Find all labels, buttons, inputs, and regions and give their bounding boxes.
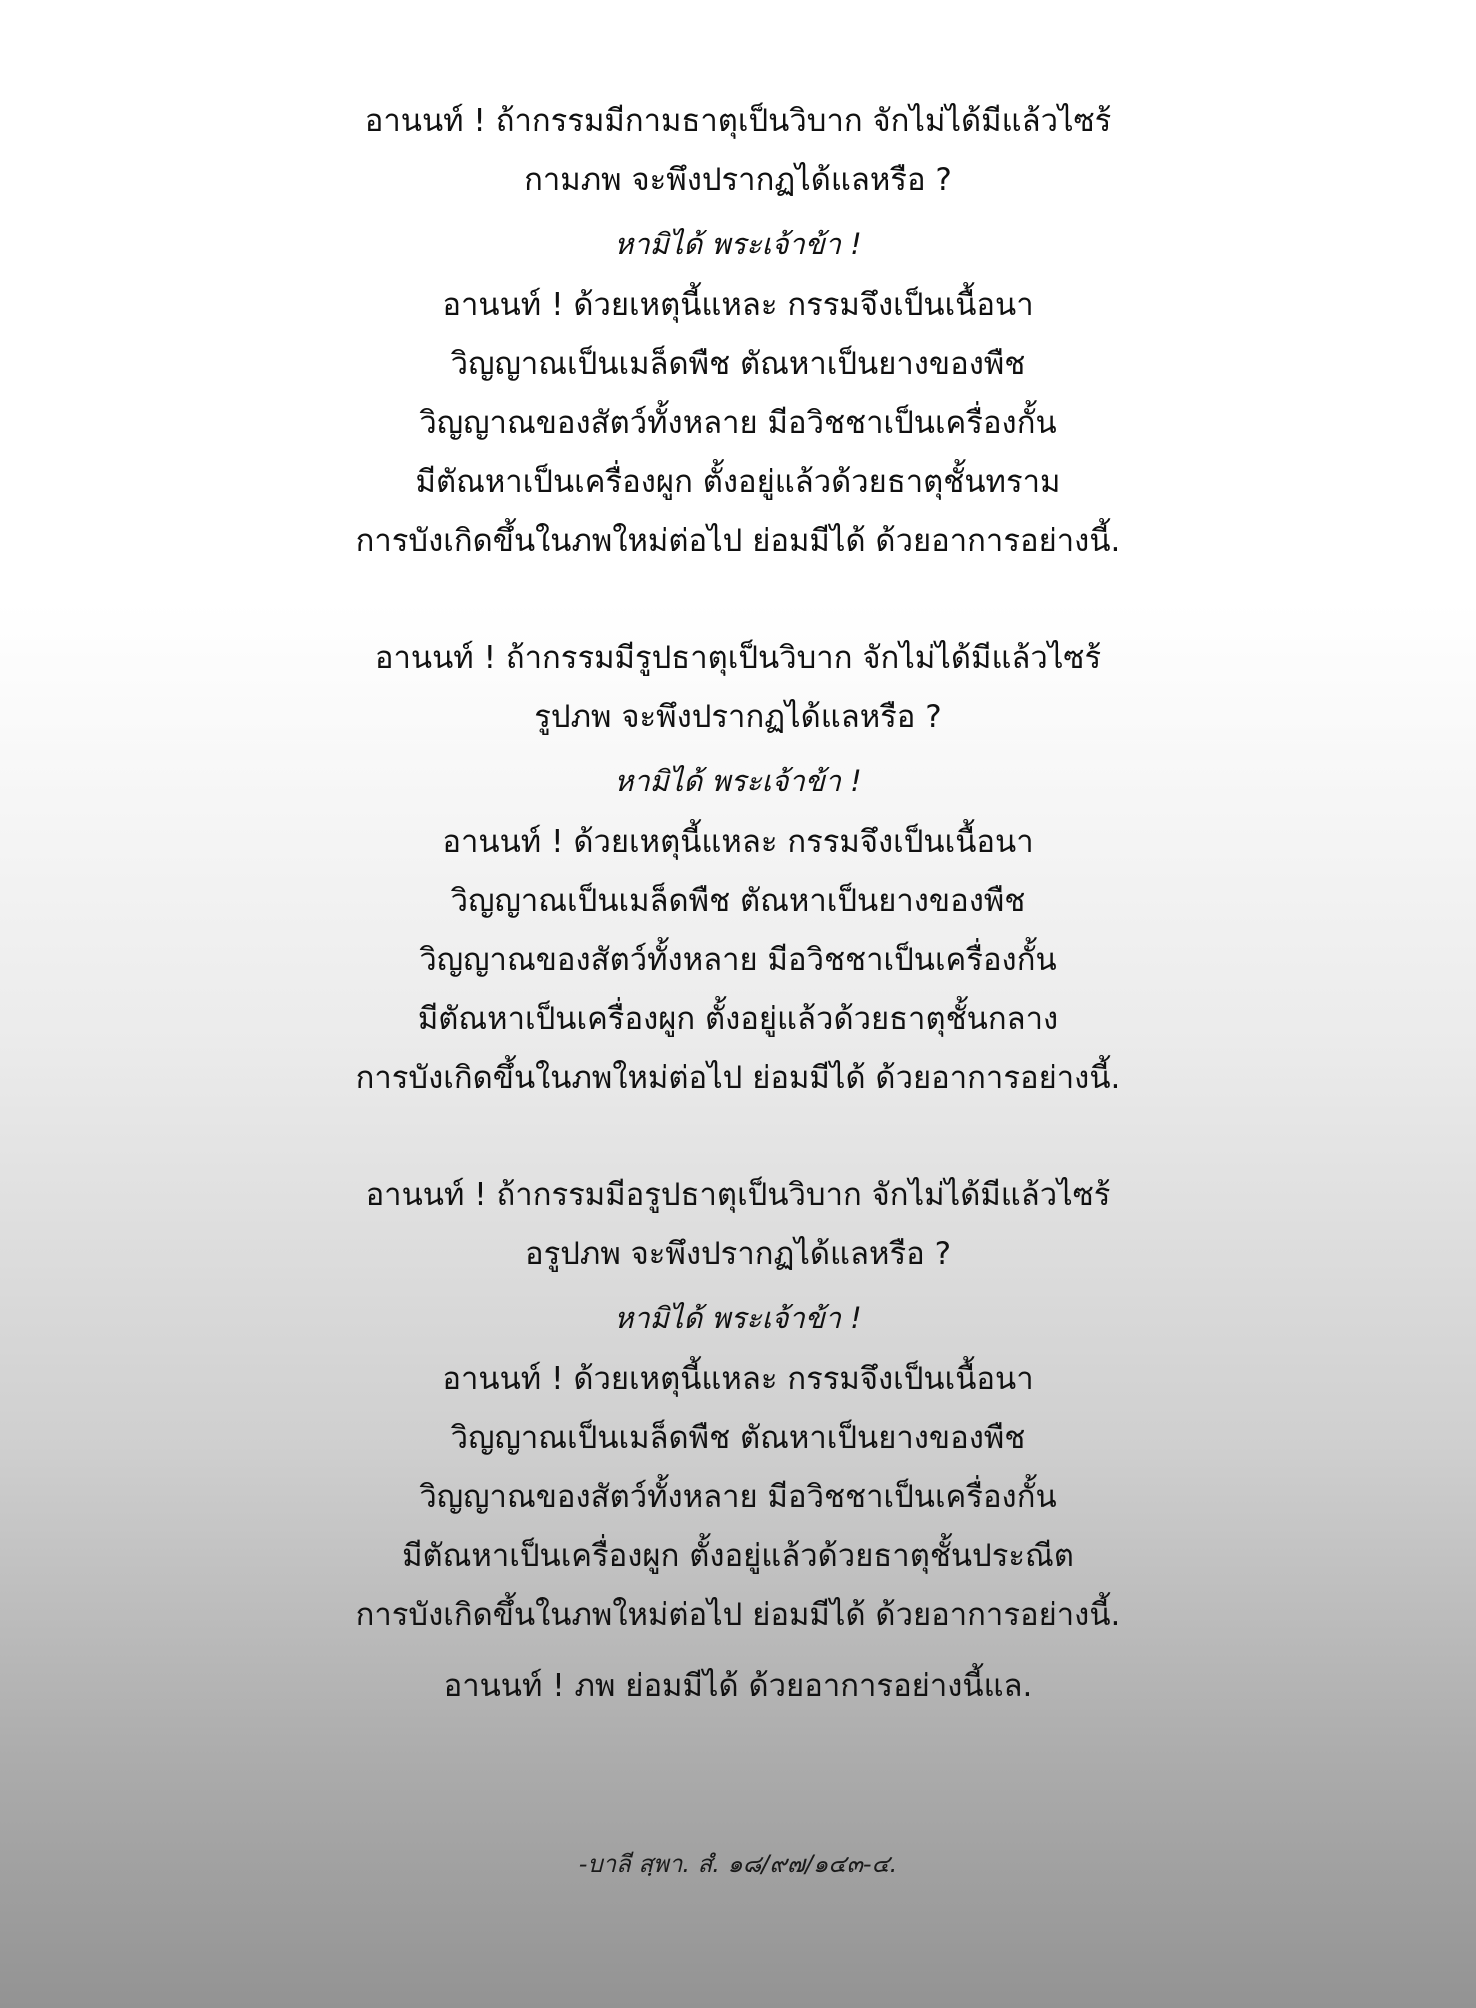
answer-line: มีตัณหาเป็นเครื่องผูก ตั้งอยู่แล้วด้วยธาตุชั้นประณีต (402, 1538, 1074, 1574)
reply-line: หามิได้ พระเจ้าข้า ! (614, 1301, 862, 1335)
answer-line: วิญญาณเป็นเมล็ดพืช ตัณหาเป็นยางของพืช (450, 346, 1026, 382)
answer-line: วิญญาณเป็นเมล็ดพืช ตัณหาเป็นยางของพืช (450, 883, 1026, 919)
answer-line: การบังเกิดขึ้นในภพใหม่ต่อไป ย่อมมีได้ ด้วยอาการอย่างนี้. (355, 1060, 1121, 1096)
answer-line: อานนท์ ! ด้วยเหตุนี้แหละ กรรมจึงเป็นเนื้อนา (442, 287, 1034, 323)
citation: -บาลี สฺพา. สํ. ๑๘/๙๗/๑๔๓-๔. (578, 1850, 898, 1878)
section-arupa (0, 1166, 1476, 1716)
question-line: อานนท์ ! ถ้ากรรมมีรูปธาตุเป็นวิบาก จักไม่ได้มีแล้วไซร้ (374, 640, 1102, 676)
reply-line: หามิได้ พระเจ้าข้า ! (614, 764, 862, 798)
answer-line: มีตัณหาเป็นเครื่องผูก ตั้งอยู่แล้วด้วยธาตุชั้นกลาง (417, 1001, 1059, 1037)
question-line: อรูปภพ จะพึงปรากฏได้แลหรือ ? (524, 1236, 952, 1272)
section-rupa (0, 629, 1476, 1108)
question-line: รูปภพ จะพึงปรากฏได้แลหรือ ? (534, 699, 942, 735)
section-kama (0, 92, 1476, 571)
answer-line: มีตัณหาเป็นเครื่องผูก ตั้งอยู่แล้วด้วยธาตุชั้นทราม (415, 464, 1061, 500)
question-line: กามภพ จะพึงปรากฏได้แลหรือ ? (524, 162, 952, 198)
answer-line: การบังเกิดขึ้นในภพใหม่ต่อไป ย่อมมีได้ ด้วยอาการอย่างนี้. (355, 1597, 1121, 1633)
scripture-text (0, 92, 1476, 1716)
question-line: อานนท์ ! ถ้ากรรมมีอรูปธาตุเป็นวิบาก จักไม่ได้มีแล้วไซร้ (365, 1177, 1111, 1213)
answer-line: การบังเกิดขึ้นในภพใหม่ต่อไป ย่อมมีได้ ด้วยอาการอย่างนี้. (355, 523, 1121, 559)
question-line: อานนท์ ! ถ้ากรรมมีกามธาตุเป็นวิบาก จักไม่ได้มีแล้วไซร้ (364, 103, 1112, 139)
answer-line: อานนท์ ! ด้วยเหตุนี้แหละ กรรมจึงเป็นเนื้อนา (442, 824, 1034, 860)
answer-line: วิญญาณของสัตว์ทั้งหลาย มีอวิชชาเป็นเครื่องกั้น (419, 1479, 1057, 1515)
answer-line: วิญญาณของสัตว์ทั้งหลาย มีอวิชชาเป็นเครื่องกั้น (419, 405, 1057, 441)
closing-line: อานนท์ ! ภพ ย่อมมีได้ ด้วยอาการอย่างนี้แล. (443, 1668, 1033, 1704)
answer-line: วิญญาณเป็นเมล็ดพืช ตัณหาเป็นยางของพืช (450, 1420, 1026, 1456)
reply-line: หามิได้ พระเจ้าข้า ! (614, 227, 862, 261)
answer-line: อานนท์ ! ด้วยเหตุนี้แหละ กรรมจึงเป็นเนื้อนา (442, 1361, 1034, 1397)
answer-line: วิญญาณของสัตว์ทั้งหลาย มีอวิชชาเป็นเครื่องกั้น (419, 942, 1057, 978)
